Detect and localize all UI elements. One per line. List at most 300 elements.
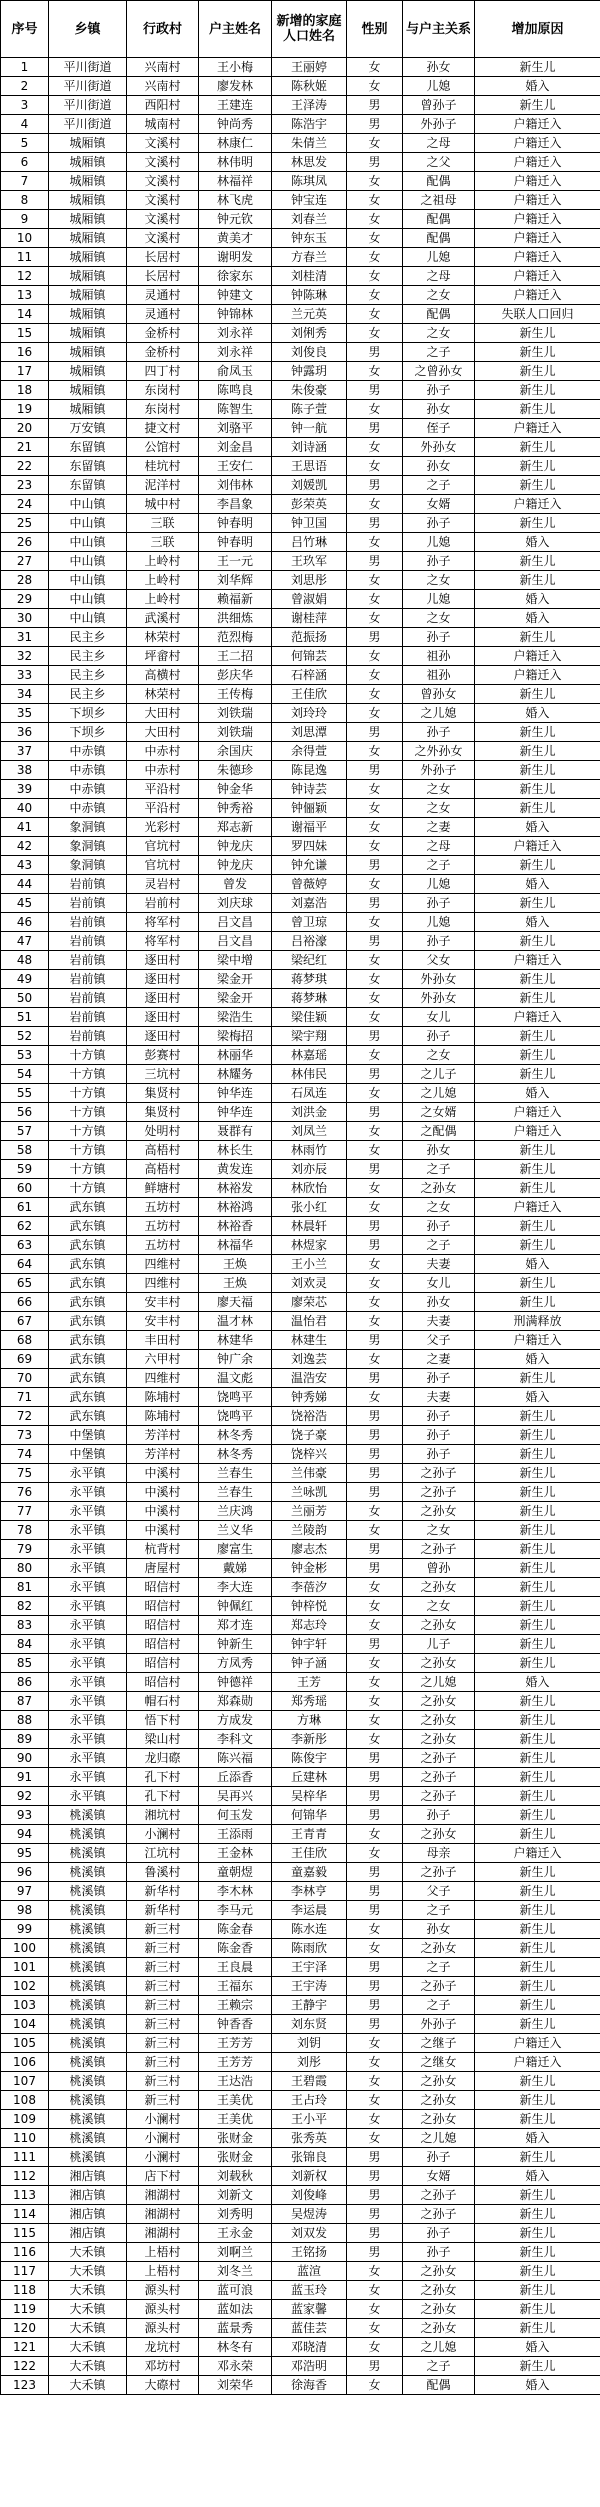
table-row xyxy=(1,1939,600,1958)
cell-seq: 60 xyxy=(1,1179,49,1198)
cell-new-member: 石梓涵 xyxy=(272,666,347,685)
cell-village: 龙坑村 xyxy=(127,2338,199,2357)
cell-new-member: 兰伟豪 xyxy=(272,1464,347,1483)
cell-gender: 男 xyxy=(347,1027,403,1046)
table-row xyxy=(1,1141,600,1160)
cell-new-member: 兰元英 xyxy=(272,305,347,324)
cell-reason: 新生儿 xyxy=(475,932,600,951)
table-row xyxy=(1,1065,600,1084)
cell-householder: 黄发连 xyxy=(199,1160,272,1179)
table-row xyxy=(1,77,600,96)
cell-gender: 女 xyxy=(347,134,403,153)
cell-new-member: 李蓓汐 xyxy=(272,1578,347,1597)
header-relation: 与户主关系 xyxy=(403,1,475,58)
table-row xyxy=(1,1046,600,1065)
cell-new-member: 林欣怡 xyxy=(272,1179,347,1198)
cell-relation: 母亲 xyxy=(403,1844,475,1863)
cell-village: 唐屋村 xyxy=(127,1559,199,1578)
cell-reason: 新生儿 xyxy=(475,1426,600,1445)
cell-gender: 女 xyxy=(347,1141,403,1160)
cell-reason: 新生儿 xyxy=(475,2148,600,2167)
cell-relation: 之女 xyxy=(403,609,475,628)
cell-new-member: 郑志玲 xyxy=(272,1616,347,1635)
table-row xyxy=(1,2034,600,2053)
cell-householder: 郑才连 xyxy=(199,1616,272,1635)
cell-village: 孔下村 xyxy=(127,1768,199,1787)
cell-village: 六甲村 xyxy=(127,1350,199,1369)
cell-householder: 王建连 xyxy=(199,96,272,115)
cell-relation: 之孙女 xyxy=(403,2110,475,2129)
cell-gender: 男 xyxy=(347,115,403,134)
cell-relation: 之母 xyxy=(403,837,475,856)
cell-township: 桃溪镇 xyxy=(49,1939,127,1958)
cell-new-member: 梁纪红 xyxy=(272,951,347,970)
cell-township: 大禾镇 xyxy=(49,2300,127,2319)
cell-new-member: 饶子豪 xyxy=(272,1426,347,1445)
cell-township: 武东镇 xyxy=(49,1312,127,1331)
cell-householder: 刘永祥 xyxy=(199,343,272,362)
cell-seq: 17 xyxy=(1,362,49,381)
cell-new-member: 梁宇翔 xyxy=(272,1027,347,1046)
cell-village: 城中村 xyxy=(127,495,199,514)
cell-relation: 之孙子 xyxy=(403,1977,475,1996)
table-row xyxy=(1,324,600,343)
cell-seq: 105 xyxy=(1,2034,49,2053)
cell-relation: 祖孙 xyxy=(403,666,475,685)
cell-seq: 65 xyxy=(1,1274,49,1293)
cell-relation: 父子 xyxy=(403,1882,475,1901)
cell-village: 上岭村 xyxy=(127,571,199,590)
cell-village: 官坑村 xyxy=(127,856,199,875)
cell-householder: 王美优 xyxy=(199,2091,272,2110)
cell-gender: 男 xyxy=(347,1787,403,1806)
cell-seq: 40 xyxy=(1,799,49,818)
cell-householder: 陈智生 xyxy=(199,400,272,419)
cell-relation: 之子 xyxy=(403,856,475,875)
cell-township: 永平镇 xyxy=(49,1768,127,1787)
cell-township: 大禾镇 xyxy=(49,2262,127,2281)
cell-seq: 123 xyxy=(1,2376,49,2395)
cell-new-member: 郑秀瑶 xyxy=(272,1692,347,1711)
cell-township: 桃溪镇 xyxy=(49,2091,127,2110)
cell-new-member: 朱俊豪 xyxy=(272,381,347,400)
cell-reason: 新生儿 xyxy=(475,1578,600,1597)
cell-village: 文溪村 xyxy=(127,229,199,248)
cell-householder: 刘铁瑞 xyxy=(199,723,272,742)
cell-seq: 1 xyxy=(1,58,49,77)
cell-new-member: 王泽涛 xyxy=(272,96,347,115)
cell-relation: 孙子 xyxy=(403,1426,475,1445)
table-row xyxy=(1,1654,600,1673)
cell-new-member: 刘玲玲 xyxy=(272,704,347,723)
cell-householder: 方凤秀 xyxy=(199,1654,272,1673)
cell-reason: 户籍迁入 xyxy=(475,1331,600,1350)
table-row xyxy=(1,1730,600,1749)
cell-gender: 男 xyxy=(347,514,403,533)
cell-gender: 男 xyxy=(347,2357,403,2376)
cell-township: 桃溪镇 xyxy=(49,2072,127,2091)
cell-seq: 15 xyxy=(1,324,49,343)
cell-householder: 王赖宗 xyxy=(199,1996,272,2015)
cell-seq: 109 xyxy=(1,2110,49,2129)
cell-village: 文溪村 xyxy=(127,172,199,191)
cell-reason: 新生儿 xyxy=(475,1787,600,1806)
cell-township: 民主乡 xyxy=(49,628,127,647)
cell-gender: 女 xyxy=(347,1711,403,1730)
cell-gender: 女 xyxy=(347,1122,403,1141)
table-row xyxy=(1,1027,600,1046)
cell-township: 桃溪镇 xyxy=(49,2110,127,2129)
cell-township: 十方镇 xyxy=(49,1160,127,1179)
cell-seq: 28 xyxy=(1,571,49,590)
cell-township: 武东镇 xyxy=(49,1198,127,1217)
cell-township: 岩前镇 xyxy=(49,1008,127,1027)
table-row xyxy=(1,2357,600,2376)
cell-village: 金桥村 xyxy=(127,343,199,362)
cell-township: 永平镇 xyxy=(49,1464,127,1483)
cell-gender: 女 xyxy=(347,248,403,267)
cell-relation: 之父 xyxy=(403,153,475,172)
cell-gender: 女 xyxy=(347,1084,403,1103)
cell-township: 武东镇 xyxy=(49,1255,127,1274)
cell-new-member: 钟子涵 xyxy=(272,1654,347,1673)
table-row xyxy=(1,2091,600,2110)
cell-gender: 女 xyxy=(347,229,403,248)
cell-seq: 4 xyxy=(1,115,49,134)
cell-reason: 新生儿 xyxy=(475,1635,600,1654)
cell-village: 昭信村 xyxy=(127,1654,199,1673)
cell-reason: 户籍迁入 xyxy=(475,286,600,305)
cell-new-member: 兰丽芳 xyxy=(272,1502,347,1521)
cell-gender: 女 xyxy=(347,2281,403,2300)
cell-village: 陈埔村 xyxy=(127,1388,199,1407)
cell-township: 桃溪镇 xyxy=(49,1806,127,1825)
cell-householder: 钟佩红 xyxy=(199,1597,272,1616)
cell-householder: 刘啊兰 xyxy=(199,2243,272,2262)
table-row xyxy=(1,1958,600,1977)
cell-township: 民主乡 xyxy=(49,685,127,704)
cell-householder: 林裕发 xyxy=(199,1179,272,1198)
cell-reason: 婚入 xyxy=(475,875,600,894)
cell-new-member: 石凤连 xyxy=(272,1084,347,1103)
cell-householder: 王一元 xyxy=(199,552,272,571)
cell-seq: 99 xyxy=(1,1920,49,1939)
table-row xyxy=(1,1692,600,1711)
cell-householder: 刘庆球 xyxy=(199,894,272,913)
cell-reason: 刑满释放 xyxy=(475,1312,600,1331)
cell-township: 岩前镇 xyxy=(49,913,127,932)
cell-seq: 78 xyxy=(1,1521,49,1540)
table-row xyxy=(1,2186,600,2205)
cell-relation: 之孙女 xyxy=(403,1578,475,1597)
cell-gender: 女 xyxy=(347,704,403,723)
cell-householder: 王永金 xyxy=(199,2224,272,2243)
cell-new-member: 林晨轩 xyxy=(272,1217,347,1236)
cell-gender: 女 xyxy=(347,1293,403,1312)
cell-householder: 廖发林 xyxy=(199,77,272,96)
cell-township: 永平镇 xyxy=(49,1540,127,1559)
cell-seq: 20 xyxy=(1,419,49,438)
cell-relation: 儿媳 xyxy=(403,875,475,894)
table-row xyxy=(1,1863,600,1882)
cell-village: 昭信村 xyxy=(127,1578,199,1597)
cell-gender: 男 xyxy=(347,1635,403,1654)
cell-reason: 户籍迁入 xyxy=(475,951,600,970)
cell-reason: 新生儿 xyxy=(475,761,600,780)
cell-reason: 新生儿 xyxy=(475,1692,600,1711)
cell-seq: 95 xyxy=(1,1844,49,1863)
cell-seq: 110 xyxy=(1,2129,49,2148)
cell-relation: 之母 xyxy=(403,267,475,286)
cell-gender: 女 xyxy=(347,780,403,799)
cell-householder: 戴娣 xyxy=(199,1559,272,1578)
cell-relation: 侄子 xyxy=(403,419,475,438)
cell-householder: 陈金春 xyxy=(199,1920,272,1939)
cell-relation: 之女 xyxy=(403,780,475,799)
cell-new-member: 温浩安 xyxy=(272,1369,347,1388)
cell-seq: 29 xyxy=(1,590,49,609)
cell-township: 城厢镇 xyxy=(49,210,127,229)
cell-new-member: 曾卫琼 xyxy=(272,913,347,932)
cell-new-member: 邓浩明 xyxy=(272,2357,347,2376)
cell-village: 武溪村 xyxy=(127,609,199,628)
cell-new-member: 刘洪金 xyxy=(272,1103,347,1122)
cell-village: 四丁村 xyxy=(127,362,199,381)
cell-gender: 女 xyxy=(347,2300,403,2319)
cell-seq: 35 xyxy=(1,704,49,723)
cell-township: 湘店镇 xyxy=(49,2205,127,2224)
cell-gender: 男 xyxy=(347,1863,403,1882)
cell-new-member: 王丽婷 xyxy=(272,58,347,77)
cell-seq: 103 xyxy=(1,1996,49,2015)
cell-relation: 之女 xyxy=(403,1597,475,1616)
cell-township: 武东镇 xyxy=(49,1388,127,1407)
table-row xyxy=(1,1255,600,1274)
cell-gender: 女 xyxy=(347,1920,403,1939)
cell-new-member: 刘媛凯 xyxy=(272,476,347,495)
cell-new-member: 林煜家 xyxy=(272,1236,347,1255)
cell-reason: 婚入 xyxy=(475,77,600,96)
cell-village: 新华村 xyxy=(127,1901,199,1920)
cell-new-member: 刘思彤 xyxy=(272,571,347,590)
cell-village: 坪畲村 xyxy=(127,647,199,666)
cell-township: 桃溪镇 xyxy=(49,1920,127,1939)
cell-new-member: 王宇泽 xyxy=(272,1958,347,1977)
cell-householder: 王二招 xyxy=(199,647,272,666)
cell-gender: 男 xyxy=(347,1236,403,1255)
cell-householder: 李马元 xyxy=(199,1901,272,1920)
cell-relation: 之孙子 xyxy=(403,1749,475,1768)
cell-gender: 男 xyxy=(347,1331,403,1350)
cell-reason: 户籍迁入 xyxy=(475,2053,600,2072)
cell-township: 桃溪镇 xyxy=(49,1844,127,1863)
table-row xyxy=(1,191,600,210)
cell-seq: 89 xyxy=(1,1730,49,1749)
cell-township: 大禾镇 xyxy=(49,2281,127,2300)
cell-seq: 94 xyxy=(1,1825,49,1844)
cell-reason: 新生儿 xyxy=(475,1882,600,1901)
cell-reason: 新生儿 xyxy=(475,970,600,989)
table-row xyxy=(1,894,600,913)
cell-village: 中溪村 xyxy=(127,1502,199,1521)
cell-gender: 女 xyxy=(347,1654,403,1673)
cell-gender: 女 xyxy=(347,400,403,419)
cell-relation: 孙子 xyxy=(403,723,475,742)
cell-relation: 之孙子 xyxy=(403,1540,475,1559)
cell-householder: 廖天福 xyxy=(199,1293,272,1312)
cell-reason: 新生儿 xyxy=(475,2015,600,2034)
cell-new-member: 刘亦辰 xyxy=(272,1160,347,1179)
table-row xyxy=(1,628,600,647)
cell-reason: 婚入 xyxy=(475,913,600,932)
cell-relation: 父子 xyxy=(403,1331,475,1350)
cell-relation: 之孙子 xyxy=(403,1464,475,1483)
cell-village: 新华村 xyxy=(127,1882,199,1901)
cell-village: 逐田村 xyxy=(127,1027,199,1046)
cell-reason: 户籍迁入 xyxy=(475,1844,600,1863)
cell-seq: 69 xyxy=(1,1350,49,1369)
cell-village: 新三村 xyxy=(127,1977,199,1996)
cell-seq: 45 xyxy=(1,894,49,913)
cell-seq: 50 xyxy=(1,989,49,1008)
cell-seq: 44 xyxy=(1,875,49,894)
cell-householder: 刘永祥 xyxy=(199,324,272,343)
cell-seq: 61 xyxy=(1,1198,49,1217)
cell-village: 灵通村 xyxy=(127,305,199,324)
cell-township: 岩前镇 xyxy=(49,1027,127,1046)
cell-gender: 女 xyxy=(347,1692,403,1711)
cell-gender: 女 xyxy=(347,1255,403,1274)
cell-village: 泥洋村 xyxy=(127,476,199,495)
cell-township: 民主乡 xyxy=(49,647,127,666)
cell-reason: 新生儿 xyxy=(475,989,600,1008)
cell-reason: 新生儿 xyxy=(475,1217,600,1236)
table-row xyxy=(1,856,600,875)
table-row xyxy=(1,1502,600,1521)
cell-seq: 36 xyxy=(1,723,49,742)
cell-gender: 女 xyxy=(347,1616,403,1635)
table-row xyxy=(1,609,600,628)
cell-householder: 邓永荣 xyxy=(199,2357,272,2376)
cell-gender: 女 xyxy=(347,2091,403,2110)
cell-householder: 张财金 xyxy=(199,2148,272,2167)
cell-new-member: 王铭扬 xyxy=(272,2243,347,2262)
cell-gender: 男 xyxy=(347,2186,403,2205)
cell-new-member: 何锦华 xyxy=(272,1806,347,1825)
cell-village: 三联 xyxy=(127,533,199,552)
cell-township: 武东镇 xyxy=(49,1274,127,1293)
cell-relation: 之孙子 xyxy=(403,2205,475,2224)
cell-relation: 孙子 xyxy=(403,514,475,533)
cell-seq: 57 xyxy=(1,1122,49,1141)
cell-reason: 户籍迁入 xyxy=(475,495,600,514)
header-new-member: 新增的家庭人口姓名 xyxy=(272,1,347,58)
cell-seq: 12 xyxy=(1,267,49,286)
cell-relation: 之妻 xyxy=(403,818,475,837)
cell-seq: 2 xyxy=(1,77,49,96)
cell-village: 龙归磜 xyxy=(127,1749,199,1768)
cell-new-member: 谢桂萍 xyxy=(272,609,347,628)
cell-householder: 刘新文 xyxy=(199,2186,272,2205)
cell-reason: 新生儿 xyxy=(475,1806,600,1825)
cell-reason: 户籍迁入 xyxy=(475,1122,600,1141)
cell-village: 芳洋村 xyxy=(127,1426,199,1445)
cell-householder: 陈兴福 xyxy=(199,1749,272,1768)
cell-seq: 9 xyxy=(1,210,49,229)
cell-village: 金桥村 xyxy=(127,324,199,343)
cell-reason: 新生儿 xyxy=(475,1179,600,1198)
cell-gender: 男 xyxy=(347,96,403,115)
cell-relation: 配偶 xyxy=(403,172,475,191)
cell-householder: 王添雨 xyxy=(199,1825,272,1844)
cell-seq: 104 xyxy=(1,2015,49,2034)
table-row xyxy=(1,1521,600,1540)
cell-reason: 新生儿 xyxy=(475,1901,600,1920)
cell-township: 城厢镇 xyxy=(49,362,127,381)
cell-relation: 之孙女 xyxy=(403,2091,475,2110)
cell-relation: 儿媳 xyxy=(403,77,475,96)
cell-reason: 新生儿 xyxy=(475,2072,600,2091)
table-row xyxy=(1,1711,600,1730)
cell-relation: 儿媳 xyxy=(403,248,475,267)
cell-new-member: 廖志杰 xyxy=(272,1540,347,1559)
cell-gender: 男 xyxy=(347,1977,403,1996)
cell-seq: 102 xyxy=(1,1977,49,1996)
cell-householder: 廖富生 xyxy=(199,1540,272,1559)
cell-relation: 孙子 xyxy=(403,932,475,951)
cell-relation: 孙子 xyxy=(403,381,475,400)
table-row xyxy=(1,1084,600,1103)
cell-seq: 100 xyxy=(1,1939,49,1958)
table-row xyxy=(1,381,600,400)
cell-new-member: 罗四妹 xyxy=(272,837,347,856)
cell-township: 武东镇 xyxy=(49,1293,127,1312)
cell-householder: 刘荣华 xyxy=(199,2376,272,2395)
table-row xyxy=(1,780,600,799)
cell-reason: 新生儿 xyxy=(475,1711,600,1730)
cell-village: 四维村 xyxy=(127,1369,199,1388)
cell-seq: 8 xyxy=(1,191,49,210)
cell-seq: 111 xyxy=(1,2148,49,2167)
cell-township: 平川街道 xyxy=(49,96,127,115)
cell-relation: 孙子 xyxy=(403,628,475,647)
cell-township: 东留镇 xyxy=(49,438,127,457)
cell-village: 长居村 xyxy=(127,267,199,286)
cell-gender: 男 xyxy=(347,1464,403,1483)
cell-seq: 63 xyxy=(1,1236,49,1255)
table-row xyxy=(1,438,600,457)
cell-relation: 父女 xyxy=(403,951,475,970)
cell-village: 新三村 xyxy=(127,2015,199,2034)
cell-reason: 新生儿 xyxy=(475,2262,600,2281)
cell-gender: 女 xyxy=(347,2053,403,2072)
cell-new-member: 何锦芸 xyxy=(272,647,347,666)
table-row xyxy=(1,172,600,191)
cell-relation: 孙子 xyxy=(403,2148,475,2167)
cell-village: 逐田村 xyxy=(127,1008,199,1027)
table-row xyxy=(1,1787,600,1806)
cell-reason: 户籍迁入 xyxy=(475,1198,600,1217)
cell-village: 鲁溪村 xyxy=(127,1863,199,1882)
cell-relation: 外孙子 xyxy=(403,761,475,780)
table-row xyxy=(1,666,600,685)
cell-householder: 王焕 xyxy=(199,1274,272,1293)
cell-seq: 81 xyxy=(1,1578,49,1597)
table-row xyxy=(1,514,600,533)
cell-seq: 108 xyxy=(1,2091,49,2110)
cell-village: 中赤村 xyxy=(127,761,199,780)
cell-seq: 87 xyxy=(1,1692,49,1711)
